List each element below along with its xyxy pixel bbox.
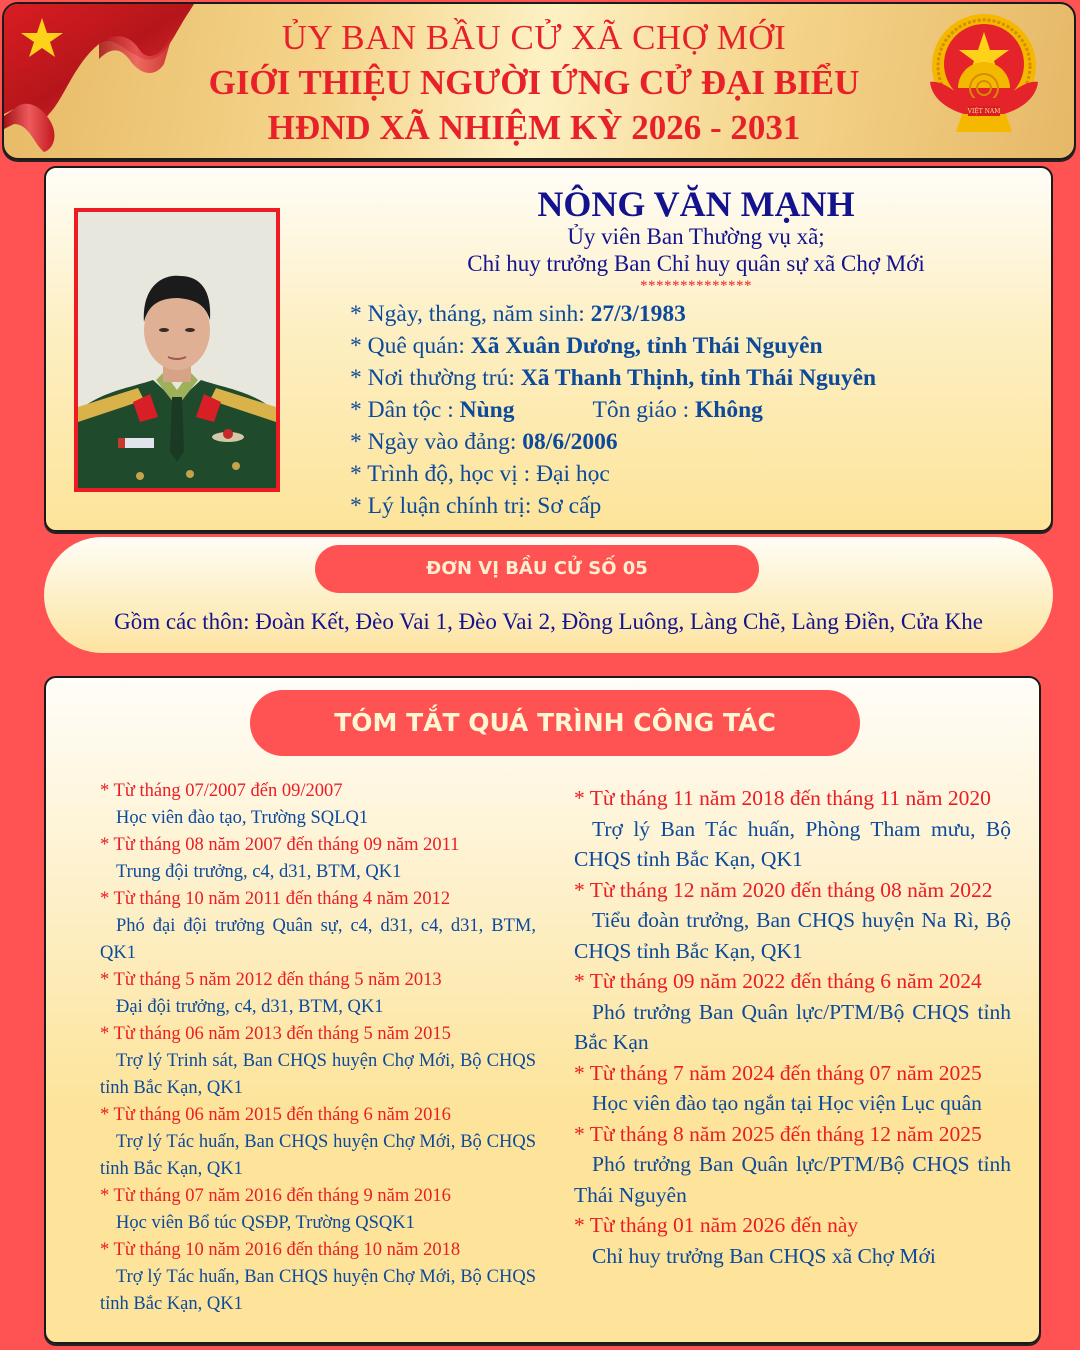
- history-entry: [100, 1021, 536, 1102]
- entry-period: * Từ tháng 7 năm 2024 đến tháng 07 năm 2025: [574, 1060, 982, 1085]
- fact-label: * Ngày, tháng, năm sinh:: [350, 301, 591, 327]
- decorative-separator: **************: [640, 278, 752, 294]
- entry-role: Học viên đào tạo, Trường SQLQ1: [116, 808, 369, 828]
- entry-period: * Từ tháng 07 năm 2016 đến tháng 9 năm 2016: [100, 1186, 451, 1206]
- committee-title: ỦY BAN BẦU CỬ XÃ CHỢ MỚI: [281, 18, 787, 57]
- entry-period: * Từ tháng 8 năm 2025 đến tháng 12 năm 2025: [574, 1121, 982, 1146]
- entry-role: Trợ lý Trinh sát, Ban CHQS huyện Chợ Mới, Bộ CHQS tỉnh Bắc Kạn, QK1: [100, 1051, 536, 1098]
- history-entry: [100, 832, 536, 886]
- history-entry: [100, 1237, 536, 1318]
- history-entry: [574, 1210, 1011, 1271]
- entry-role: Phó trưởng Ban Quân lực/PTM/Bộ CHQS tỉnh Thái Nguyên: [574, 1152, 1011, 1207]
- entry-role: Trợ lý Tác huấn, Ban CHQS huyện Chợ Mới, Bộ CHQS tỉnh Bắc Kạn, QK1: [100, 1267, 536, 1314]
- constituency-title: ĐƠN VỊ BẦU CỬ SỐ 05: [315, 545, 759, 593]
- entry-period: * Từ tháng 11 năm 2018 đến tháng 11 năm 2020: [574, 786, 991, 810]
- entry-period: * Từ tháng 10 năm 2011 đến tháng 4 năm 2012: [100, 889, 451, 909]
- entry-role: Phó đại đội trưởng Quân sự, c4, d31, c4, d31, BTM, QK1: [100, 916, 536, 963]
- fact-value: 08/6/2006: [522, 429, 618, 455]
- fact-hometown: [350, 330, 1040, 362]
- fact-value: 27/3/1983: [590, 301, 686, 327]
- history-entry: [574, 1058, 1011, 1119]
- fact-ethnicity-religion: [350, 394, 1040, 426]
- candidate-name: NÔNG VĂN MẠNH: [537, 184, 855, 224]
- fact-birthdate: [350, 298, 1040, 330]
- work-history-title: TÓM TẮT QUÁ TRÌNH CÔNG TÁC: [250, 690, 860, 756]
- fact-label: * Quê quán:: [350, 333, 471, 359]
- header-banner: [2, 2, 1076, 160]
- constituency-villages: Gồm các thôn: Đoàn Kết, Đèo Vai 1, Đèo Vai 2, Đồng Luông, Làng Chẽ, Làng Điền, Cửa Khe: [114, 609, 983, 634]
- work-history-column-left: [100, 778, 536, 1318]
- entry-role: Đại đội trưởng, c4, d31, BTM, QK1: [116, 997, 384, 1017]
- entry-role: Học viên đào tạo ngắn tại Học viện Lục quân: [592, 1091, 982, 1115]
- entry-role: Chỉ huy trưởng Ban CHQS xã Chợ Mới: [592, 1243, 936, 1268]
- candidate-facts: [350, 298, 1040, 522]
- fact-residence: [350, 362, 1040, 394]
- fact-value: Nùng: [459, 397, 515, 423]
- history-entry: [574, 1119, 1011, 1211]
- fact-education: * Trình độ, học vị : Đại học: [350, 461, 610, 487]
- entry-period: * Từ tháng 09 năm 2022 đến tháng 6 năm 2024: [574, 969, 982, 993]
- fact-label: * Ngày vào đảng:: [350, 429, 523, 455]
- history-entry: [574, 783, 1011, 875]
- history-entry: [100, 778, 536, 832]
- fact-party-date: [350, 426, 1040, 458]
- entry-period: * Từ tháng 06 năm 2013 đến tháng 5 năm 2015: [100, 1024, 451, 1044]
- fact-label: * Nơi thường trú:: [350, 365, 521, 391]
- svg-text:VIỆT NAM: VIỆT NAM: [967, 108, 1001, 115]
- fact-political-theory: * Lý luận chính trị: Sơ cấp: [350, 493, 602, 519]
- candidate-role-secondary: Chỉ huy trưởng Ban Chỉ huy quân sự xã Chợ Mới: [467, 251, 925, 276]
- entry-role: Trợ lý Ban Tác huấn, Phòng Tham mưu, Bộ CHQS tỉnh Bắc Kạn, QK1: [574, 816, 1011, 871]
- candidate-profile-card: [44, 166, 1053, 532]
- entry-role: Phó trưởng Ban Quân lực/PTM/Bộ CHQS tỉnh Bắc Kạn: [574, 999, 1011, 1054]
- history-entry: [574, 875, 1011, 967]
- history-entry: [100, 967, 536, 1021]
- fact-value: Xã Xuân Dương, tỉnh Thái Nguyên: [470, 333, 823, 359]
- intro-title: GIỚI THIỆU NGƯỜI ỨNG CỬ ĐẠI BIỂU: [208, 63, 860, 102]
- history-entry: [100, 1102, 536, 1183]
- fact-label: Tôn giáo :: [592, 397, 695, 423]
- entry-period: * Từ tháng 01 năm 2026 đến này: [574, 1213, 859, 1237]
- flag-icon: [4, 4, 204, 154]
- entry-period: * Từ tháng 10 năm 2016 đến tháng 10 năm 2018: [100, 1240, 461, 1260]
- entry-role: Trung đội trưởng, c4, d31, BTM, QK1: [116, 862, 402, 882]
- candidate-photo: [74, 208, 280, 492]
- entry-period: * Từ tháng 12 năm 2020 đến tháng 08 năm 2022: [574, 877, 993, 902]
- work-history-column-right: [574, 783, 1011, 1271]
- candidate-role-primary: Ủy viên Ban Thường vụ xã;: [567, 224, 825, 249]
- entry-role: Học viên Bổ túc QSĐP, Trường QSQK1: [116, 1213, 415, 1233]
- work-history-card: [44, 676, 1041, 1344]
- entry-period: * Từ tháng 06 năm 2015 đến tháng 6 năm 2016: [100, 1105, 451, 1125]
- national-emblem-icon: [918, 10, 1050, 142]
- entry-period: * Từ tháng 08 năm 2007 đến tháng 09 năm 2011: [100, 835, 460, 855]
- term-title: HĐND XÃ NHIỆM KỲ 2026 - 2031: [267, 108, 801, 147]
- history-entry: [574, 966, 1011, 1058]
- fact-value: Xã Thanh Thịnh, tỉnh Thái Nguyên: [520, 365, 877, 391]
- fact-label: * Dân tộc :: [350, 397, 460, 423]
- entry-role: Tiểu đoàn trưởng, Ban CHQS huyện Na Rì, Bộ CHQS tỉnh Bắc Kạn, QK1: [574, 908, 1011, 963]
- entry-period: * Từ tháng 07/2007 đến 09/2007: [100, 781, 343, 801]
- entry-period: * Từ tháng 5 năm 2012 đến tháng 5 năm 2013: [100, 970, 442, 990]
- history-entry: [100, 1183, 536, 1237]
- fact-value: Không: [694, 397, 763, 423]
- history-entry: [100, 886, 536, 967]
- constituency-card: [44, 537, 1053, 653]
- entry-role: Trợ lý Tác huấn, Ban CHQS huyện Chợ Mới, Bộ CHQS tỉnh Bắc Kạn, QK1: [100, 1132, 536, 1179]
